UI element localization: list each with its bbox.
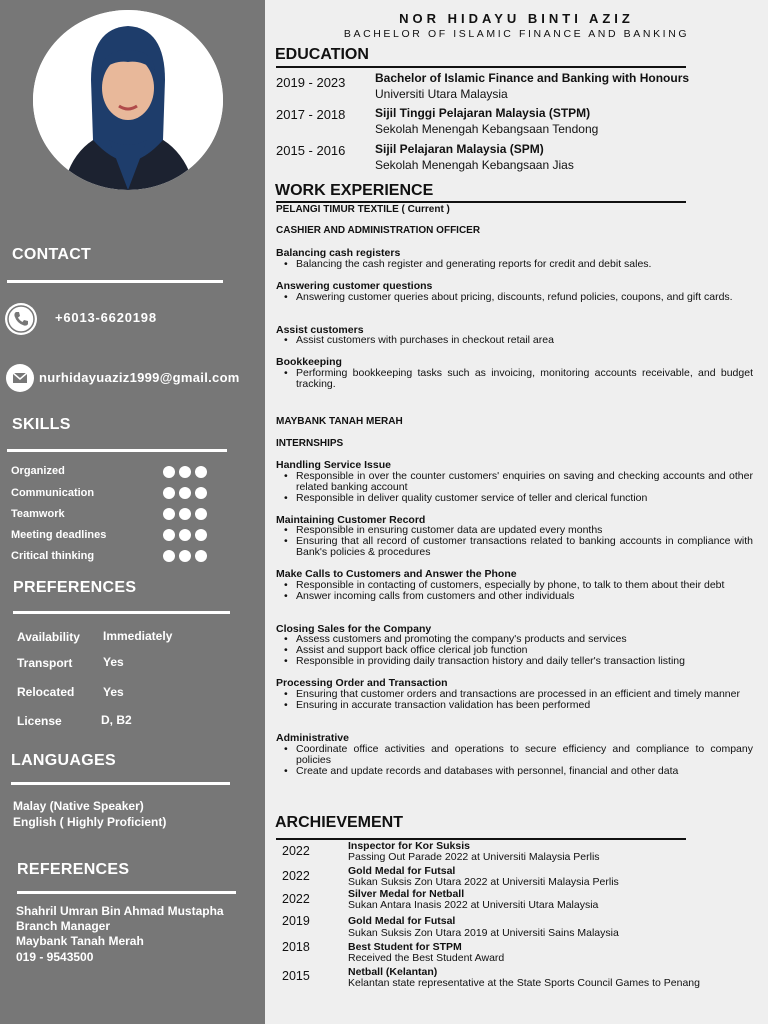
task-bullet: • Create and update records and databases with personnel, financial and other data — [296, 766, 753, 777]
task-bullet: • Responsible in ensuring customer data are updated every months — [296, 525, 753, 536]
task-bullets — [296, 744, 753, 777]
task-bullet: • Answer incoming calls from customers and other individuals — [296, 591, 753, 602]
education-heading: EDUCATION — [275, 46, 369, 63]
preference-key: Relocated — [17, 685, 75, 699]
achievement-year: 2022 — [282, 844, 310, 858]
email-icon — [6, 364, 34, 392]
task-bullet: • Assess customers and promoting the company's products and services — [296, 634, 753, 645]
achievement-title: Gold Medal for Futsal — [348, 915, 456, 927]
skill-rating — [163, 466, 207, 478]
task-bullet: • Coordinate office activities and operations to secure efficiency and compliance to company policies — [296, 744, 753, 766]
achievement-title: Silver Medal for Netball — [348, 888, 465, 900]
languages-heading: LANGUAGES — [11, 752, 116, 769]
skill-rating — [163, 529, 207, 541]
language-item: English ( Highly Proficient) — [13, 815, 167, 829]
task-title: Answering customer questions — [276, 280, 433, 292]
sidebar — [0, 0, 265, 1024]
job-role: CASHIER AND ADMINISTRATION OFFICER — [276, 225, 481, 236]
achievement-year: 2019 — [282, 914, 310, 928]
task-bullets — [296, 335, 753, 346]
work-divider — [276, 201, 686, 203]
task-bullet: • Responsible in deliver quality customer service of teller and clerical function — [296, 493, 753, 504]
phone-number[interactable]: +6013-6620198 — [55, 310, 157, 325]
reference-company: Maybank Tanah Merah — [16, 934, 144, 948]
task-bullet: • Responsible in over the counter customers' enquiries on saving and checking accounts and other related banking account — [296, 471, 753, 493]
job-company: MAYBANK TANAH MERAH — [276, 416, 403, 427]
education-title: Sijil Pelajaran Malaysia (SPM) — [375, 142, 544, 156]
achievement-detail: Received the Best Student Award — [348, 952, 505, 964]
task-bullet: • Assist and support back office clerical job function — [296, 645, 753, 656]
skills-divider — [7, 449, 227, 452]
preference-value: D, B2 — [101, 713, 132, 727]
profile-photo — [33, 10, 223, 190]
task-bullet: • Ensuring that all record of customer transactions related to banking accounts in compliance with Bank's policies & procedures — [296, 536, 753, 558]
languages-divider — [11, 782, 230, 785]
email-address[interactable]: nurhidayuaziz1999@gmail.com — [39, 370, 240, 385]
preferences-divider — [13, 611, 230, 614]
preference-key: License — [17, 714, 62, 728]
achievement-title: Best Student for STPM — [348, 941, 462, 953]
preference-value: Immediately — [103, 629, 173, 643]
task-bullet: • Balancing the cash register and generating reports for credit and debit sales. — [296, 259, 753, 270]
contact-divider — [7, 280, 223, 283]
skill-label: Organized — [11, 465, 65, 477]
task-title: Make Calls to Customers and Answer the Phone — [276, 568, 517, 580]
task-bullets — [296, 292, 753, 303]
task-bullets — [296, 471, 753, 504]
job-role: INTERNSHIPS — [276, 438, 344, 449]
achievement-year: 2022 — [282, 892, 310, 906]
task-bullet: • Answering customer queries about pricing, discounts, refund policies, coupons, and gift cards. — [296, 292, 753, 303]
achievement-title: Gold Medal for Futsal — [348, 865, 456, 877]
profile-photo-illustration — [33, 10, 223, 190]
achievement-year: 2015 — [282, 969, 310, 983]
preferences-heading: PREFERENCES — [13, 579, 137, 596]
task-title: Processing Order and Transaction — [276, 677, 448, 689]
phone-icon — [5, 303, 37, 335]
achievement-year: 2022 — [282, 869, 310, 883]
task-bullet: • Responsible in contacting of customers, especially by phone, to talk to them about their debt — [296, 580, 753, 591]
task-title: Bookkeeping — [276, 356, 342, 368]
candidate-name: NOR HIDAYU BINTI AZIZ — [399, 11, 634, 26]
education-title: Bachelor of Islamic Finance and Banking with Honours — [375, 71, 690, 85]
education-divider — [276, 66, 686, 68]
skill-rating — [163, 550, 207, 562]
task-bullets — [296, 634, 753, 667]
skills-heading: SKILLS — [12, 416, 71, 433]
task-bullet: • Ensuring that customer orders and transactions are processed in an efficient and timely manner — [296, 689, 753, 700]
task-bullets — [296, 580, 753, 602]
task-title: Handling Service Issue — [276, 459, 391, 471]
task-title: Administrative — [276, 732, 349, 744]
work-heading: WORK EXPERIENCE — [275, 182, 434, 199]
skill-rating — [163, 487, 207, 499]
achievement-heading: ARCHIEVEMENT — [275, 814, 404, 831]
achievement-detail: Sukan Antara Inasis 2022 at Universiti Utara Malaysia — [348, 899, 599, 911]
skill-label: Meeting deadlines — [11, 529, 107, 541]
preference-value: Yes — [103, 685, 124, 699]
education-years: 2017 - 2018 — [276, 107, 346, 122]
references-heading: REFERENCES — [17, 861, 130, 878]
task-bullet: • Performing bookkeeping tasks such as invoicing, monitoring accounts receivable, and budget tracking. — [296, 368, 753, 390]
task-bullets — [296, 689, 753, 711]
preference-value: Yes — [103, 655, 124, 669]
task-bullets — [296, 368, 753, 390]
achievement-title: Netball (Kelantan) — [348, 966, 438, 978]
reference-phone: 019 - 9543500 — [16, 950, 94, 964]
preference-key: Transport — [17, 656, 73, 670]
task-title: Closing Sales for the Company — [276, 623, 432, 635]
education-title: Sijil Tinggi Pelajaran Malaysia (STPM) — [375, 106, 591, 120]
task-title: Maintaining Customer Record — [276, 514, 426, 526]
contact-heading: CONTACT — [12, 246, 92, 263]
task-title: Balancing cash registers — [276, 247, 401, 259]
skill-label: Teamwork — [11, 508, 65, 520]
candidate-degree: BACHELOR OF ISLAMIC FINANCE AND BANKING — [343, 28, 690, 40]
achievement-detail: Passing Out Parade 2022 at Universiti Malaysia Perlis — [348, 851, 600, 863]
reference-position: Branch Manager — [16, 919, 111, 933]
education-school: Sekolah Menengah Kebangsaan Jias — [375, 158, 574, 172]
task-bullet: • Responsible in providing daily transaction history and daily teller's transaction listing — [296, 656, 753, 667]
task-title: Assist customers — [276, 324, 364, 336]
preference-key: Availability — [17, 630, 80, 644]
achievement-year: 2018 — [282, 940, 310, 954]
skill-rating — [163, 508, 207, 520]
achievement-detail: Sukan Suksis Zon Utara 2019 at Universiti Sains Malaysia — [348, 927, 619, 939]
education-school: Universiti Utara Malaysia — [375, 87, 508, 101]
task-bullets — [296, 259, 753, 270]
language-item: Malay (Native Speaker) — [13, 799, 144, 813]
job-company: PELANGI TIMUR TEXTILE ( Current ) — [276, 204, 450, 215]
achievement-title: Inspector for Kor Suksis — [348, 840, 470, 852]
education-years: 2015 - 2016 — [276, 143, 346, 158]
skill-label: Communication — [11, 487, 95, 499]
education-years: 2019 - 2023 — [276, 75, 346, 90]
achievement-divider — [276, 838, 686, 840]
task-bullet: • Assist customers with purchases in checkout retail area — [296, 335, 753, 346]
achievement-detail: Kelantan state representative at the State Sports Council Games to Penang — [348, 977, 700, 989]
education-school: Sekolah Menengah Kebangsaan Tendong — [375, 122, 599, 136]
skill-label: Critical thinking — [11, 550, 95, 562]
references-divider — [17, 891, 236, 894]
task-bullets — [296, 525, 753, 558]
reference-name: Shahril Umran Bin Ahmad Mustapha — [16, 904, 224, 918]
achievement-detail: Sukan Suksis Zon Utara 2022 at Universiti Malaysia Perlis — [348, 876, 619, 888]
task-bullet: • Ensuring in accurate transaction validation has been performed — [296, 700, 753, 711]
